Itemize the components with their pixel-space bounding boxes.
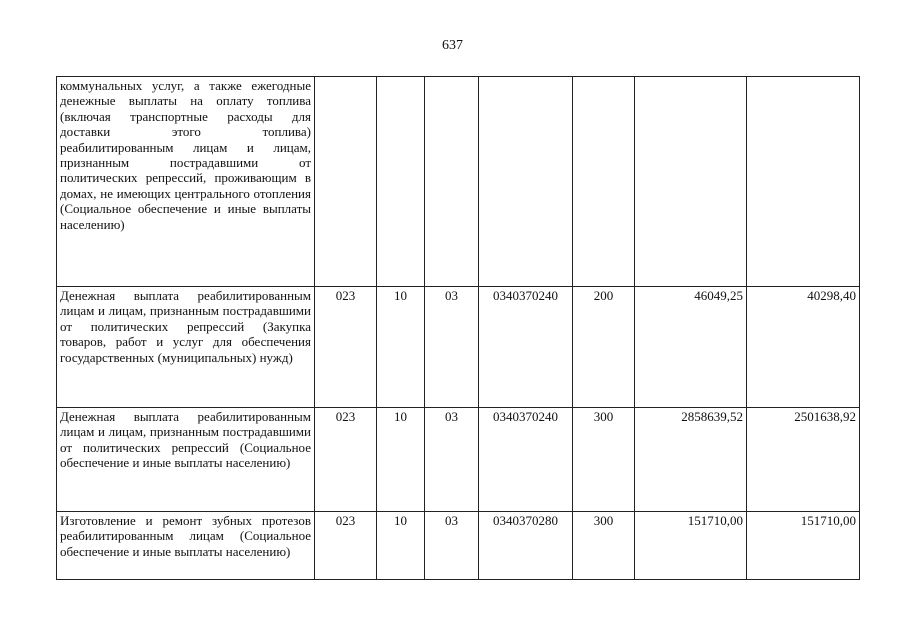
target-code: [479, 77, 573, 287]
section-code: [377, 77, 425, 287]
page-number: 637: [442, 38, 463, 53]
amount-2: 2501638,92: [747, 408, 860, 512]
amount-1: [635, 77, 747, 287]
budget-table: [56, 76, 860, 580]
target-code: 0340370280: [479, 512, 573, 580]
expense-type-code: 300: [573, 408, 635, 512]
amount-2: 40298,40: [747, 287, 860, 408]
section-code: 10: [377, 408, 425, 512]
table-row: [57, 77, 860, 287]
expense-type-code: [573, 77, 635, 287]
row-description: Изготовление и ремонт зубных протезов реабилитированным лицам (Социальное обеспечение и иные выплаты населению): [57, 512, 315, 580]
expense-type-code: 200: [573, 287, 635, 408]
ministry-code: 023: [315, 287, 377, 408]
section-code: 10: [377, 512, 425, 580]
amount-1: 2858639,52: [635, 408, 747, 512]
ministry-code: [315, 77, 377, 287]
row-description: Денежная выплата реабилитированным лицам и лицам, признанным пострадавшими от политических репрессий (Социальное обеспечение и иные выплаты населению): [57, 408, 315, 512]
amount-2: 151710,00: [747, 512, 860, 580]
ministry-code: 023: [315, 512, 377, 580]
row-description: Денежная выплата реабилитированным лицам и лицам, признанным пострадавшими от политических репрессий (Закупка товаров, работ и услуг для обеспечения государственных (муниципальных) нужд): [57, 287, 315, 408]
subsection-code: [425, 77, 479, 287]
target-code: 0340370240: [479, 287, 573, 408]
amount-1: 46049,25: [635, 287, 747, 408]
row-description: коммунальных услуг, а также ежегодные денежные выплаты на оплату топлива (включая транспортные расходы для доставки этого топлива) реабилитированным лицам и лицам, признанным пострадавшими от политических репрессий, проживающим в домах, не имеющих центрального отопления (Социальное обеспечение и иные выплаты населению): [57, 77, 315, 287]
subsection-code: 03: [425, 512, 479, 580]
table-row: [57, 287, 860, 408]
subsection-code: 03: [425, 408, 479, 512]
subsection-code: 03: [425, 287, 479, 408]
table-row: [57, 512, 860, 580]
target-code: 0340370240: [479, 408, 573, 512]
section-code: 10: [377, 287, 425, 408]
amount-1: 151710,00: [635, 512, 747, 580]
table-row: [57, 408, 860, 512]
amount-2: [747, 77, 860, 287]
expense-type-code: 300: [573, 512, 635, 580]
ministry-code: 023: [315, 408, 377, 512]
